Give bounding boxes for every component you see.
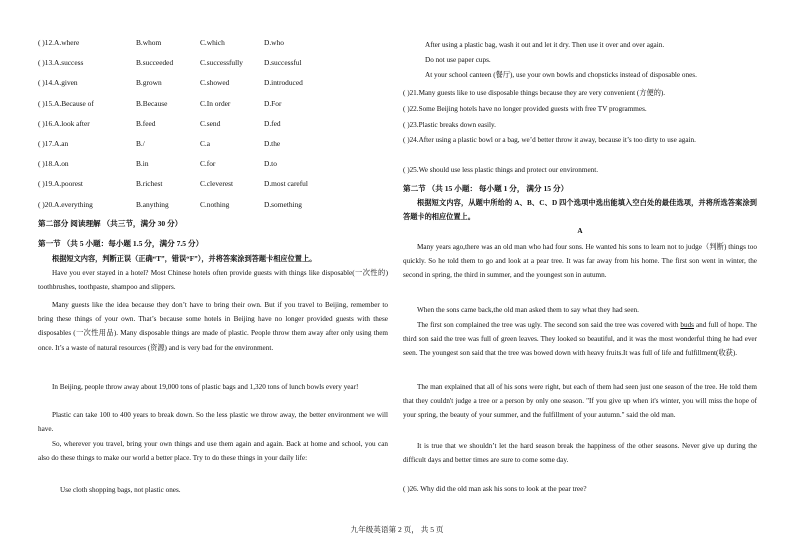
mcq-option-c: C.for [200,159,216,169]
mcq-number-option-a: ( )14.A.given [38,78,78,88]
passage-a-para3-start: The first son complained the tree was ugly. The second son said the tree was covered with [417,321,681,329]
question-26: ( )26. Why did the old man ask his sons to look at the pear tree? [403,485,587,493]
part2-heading: 第二部分 阅读理解 （共三节，满分 30 分） [38,219,183,228]
passage1-tip1: Use cloth shopping bags, not plastic ones. [60,486,181,494]
mcq-option-d: D.who [264,38,284,47]
mcq-row [38,78,388,92]
passage1-para2: Many guests like the idea because they don’t have to bring their own. But if you travel to Beijing, remember to bring these things of your own. That’s because some hotels in Beijing have no longer provided guests with these disposables (一次性用品). Many disposable things are made of plastic. People throw them away after only using them once. It’s a waste of natural resources (资源) and is very bad for the environment. [38,301,388,352]
mcq-option-c: C.showed [200,78,230,88]
page-footer: 九年级英语第 2 页， 共 5 页 [350,525,444,534]
mcq-option-b: B.grown [136,78,162,88]
mcq-option-b: B./ [136,139,145,148]
passage-a-para4: The man explained that all of his sons were right, but each of them had seen just one season of the tree. He told them that they couldn't judge a tree or a person by only one season. "If you give up when it's winter, you will miss the hope of your spring, the beauty of your summer, and the fulfillment of your autumn." said the old man. [403,383,757,420]
mcq-option-d: D.fed [264,118,281,128]
mcq-option-d: D.most careful [264,179,308,189]
passage-a-para5: It is true that we shouldn’t let the hard season break the happiness of the other seasons. Never give up during the difficult days and better times are sure to come some day. [403,442,757,465]
mcq-number-option-a: ( )16.A.look after [38,118,90,128]
passage-a-label: A [577,227,583,235]
passage-a-para1: Many years ago,there was an old man who had four sons. He wanted his sons to learn not to judge（判断) things too quickly. So he told them to go and look at a pear tree. It was far away from his home. The first son went in winter, the second in spring, the third in summer, and the youngest son in autumn. [403,243,757,280]
mcq-option-c: C.which [200,38,225,47]
mcq-option-d: D.For [264,98,282,108]
mcq-option-c: C.In order [200,98,231,108]
mcq-option-d: D.the [264,139,281,148]
mcq-option-d: D.something [264,199,302,209]
mcq-option-d: D.introduced [264,78,303,88]
passage1-tip2: After using a plastic bag, wash it out and let it dry. Then use it over and over again. [425,41,665,49]
mcq-option-d: D.successful [264,58,302,68]
section1-instruction: 根据短文内容，判断正误（正确“T”，错误“F”），并将答案涂到答题卡相应位置上。 [52,255,317,263]
question-23: ( )23.Plastic breaks down easily. [403,121,496,129]
mcq-number-option-a: ( )20.A.everything [38,199,93,209]
mcq-option-b: B.whom [136,38,162,47]
mcq-number-option-a: ( )18.A.on [38,159,69,169]
section1-heading: 第一节 （共 5 小题：每小题 1.5 分，满分 7.5 分） [38,239,204,248]
mcq-option-d: D.to [264,159,277,169]
mcq-option-c: C.nothing [200,199,230,209]
mcq-number-option-a: ( )15.A.Because of [38,98,94,108]
mcq-row [38,139,388,153]
mcq-row [38,159,388,173]
mcq-option-b: B.Because [136,98,168,108]
mcq-option-c: C.a [200,139,211,148]
passage1-para4: Plastic can take 100 to 400 years to break down. So the less plastic we throw away, the better environment we will have. [38,411,388,434]
passage-a-para2: When the sons came back,the old man asked them to say what they had seen. [417,306,639,314]
mcq-row [38,179,388,193]
mcq-option-b: B.anything [136,199,169,209]
mcq-option-b: B.richest [136,179,163,189]
passage1-para1: Have you ever stayed in a hotel? Most Chinese hotels often provide guests with things like disposable(一次性的) toothbrushes, toothpaste, shampoo and slippers. [38,269,388,292]
passage1-para3: In Beijing, people throw away about 19,000 tons of plastic bags and 1,320 tons of lunch bowls every year! [52,383,359,391]
passage-a-para3-end: and full of hope. The third son said the tree was full of green leaves. They looked so beautiful, and it was the most wonderful thing he had ever seen. The youngest son said that the tree was bowed down with heavy fruits.It was full of life and fulfillment(收获). [403,321,757,358]
mcq-row [38,119,388,133]
mcq-number-option-a: ( )19.A.poorest [38,179,83,189]
question-22: ( )22.Some Beijing hotels have no longer provided guests with free TV programmes. [403,105,647,113]
question-25: ( )25.We should use less plastic things and protect our environment. [403,166,599,174]
mcq-option-c: C.send [200,118,221,128]
mcq-option-b: B.feed [136,118,156,128]
passage1-para5: So, wherever you travel, bring your own things and use them again and again. Back at home and school, you can also do these things to make our world a better place. Try to do these things in your daily life: [38,440,388,463]
mcq-row [38,38,388,52]
underlined-word-buds: buds [680,321,694,329]
mcq-option-b: B.in [136,159,149,169]
mcq-option-c: C.successfully [200,58,243,68]
question-21: ( )21.Many guests like to use disposable things because they are very convenient (方便的). [403,89,666,97]
section2-heading: 第二节 （共 15 小题： 每小题 1 分， 满分 15 分） [403,184,569,193]
mcq-number-option-a: ( )17.A.an [38,139,69,148]
mcq-number-option-a: ( )12.A.where [38,38,80,47]
passage1-tip4: At your school canteen (餐厅), use your own bowls and chopsticks instead of disposable ones. [425,71,697,79]
passage-a-para3 [403,318,757,361]
mcq-number-option-a: ( )13.A.success [38,58,84,68]
question-24: ( )24.After using a plastic bowl or a bag, we’d better throw it away, because it’s too dirty to use again. [403,136,696,144]
mcq-row [38,58,388,72]
mcq-option-c: C.cleverest [200,179,234,189]
mcq-row [38,99,388,113]
mcq-row [38,200,388,214]
mcq-option-b: B.succeeded [136,58,174,68]
passage1-tip3: Do not use paper cups. [425,56,491,64]
section2-instruction: 根据短文内容，从题中所给的 A、B、C、D 四个选项中选出能填入空白处的最佳选项，并将所选答案涂到答题卡的相应位置上。 [403,199,757,222]
